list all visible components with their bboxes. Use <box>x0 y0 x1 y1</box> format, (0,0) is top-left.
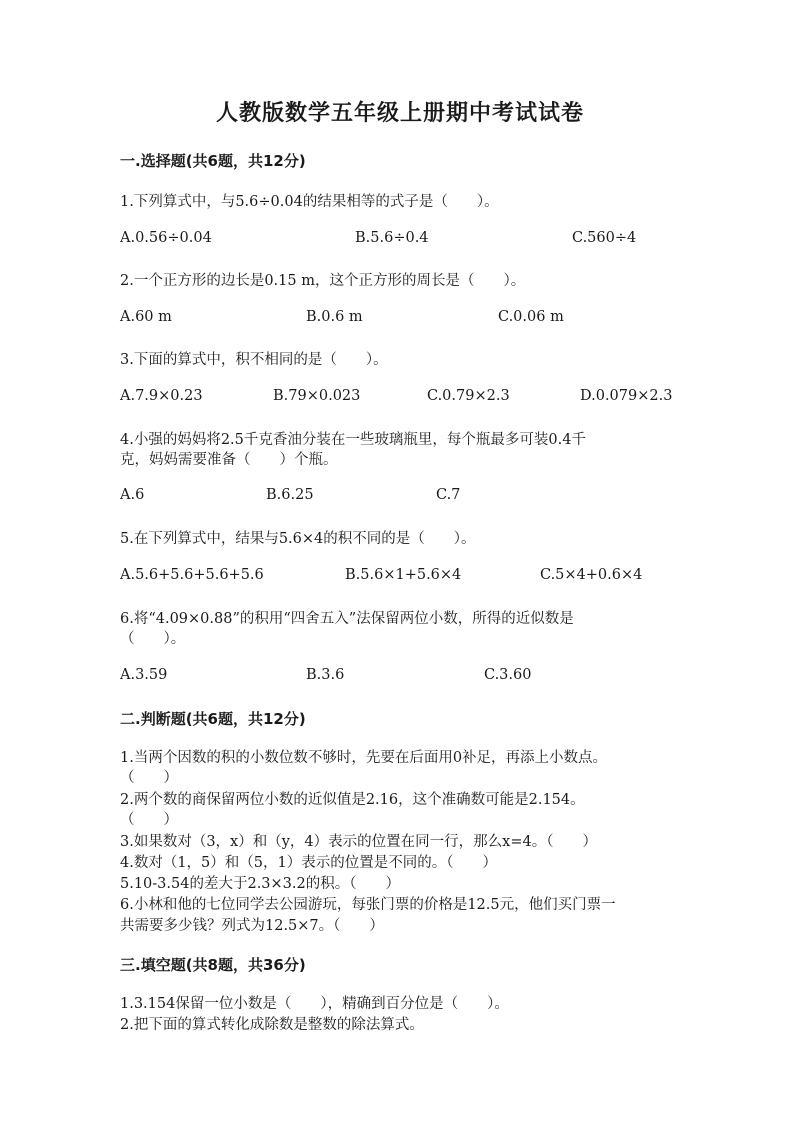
option-a: A.60 m <box>120 309 172 325</box>
judge-line: （ ） <box>120 770 178 786</box>
question-text-continued: （ ）。 <box>120 631 186 647</box>
judge-line: 1.当两个因数的积的小数位数不够时，先要在后面用0补足，再添上小数点。 <box>120 750 608 766</box>
option-c: C.0.79×2.3 <box>427 388 510 404</box>
option-a: A.0.56÷0.04 <box>120 230 212 246</box>
section-heading-fill: 三.填空题(共8题，共36分) <box>120 956 306 974</box>
judge-line: 共需要多少钱？列式为12.5×7。（ ） <box>120 918 384 934</box>
fill-line: 1.3.154保留一位小数是（ ），精确到百分位是（ ）。 <box>120 996 509 1012</box>
section-heading-choice: 一.选择题(共6题，共12分) <box>120 152 306 170</box>
option-c: C.3.60 <box>484 667 532 683</box>
option-b: B.0.6 m <box>306 309 363 325</box>
option-a: A.6 <box>120 487 145 503</box>
question-text: 6.将“4.09×0.88”的积用“四舍五入”法保留两位小数，所得的近似数是 <box>120 611 574 627</box>
judge-line: 6.小林和他的七位同学去公园游玩，每张门票的价格是12.5元，他们买门票一 <box>120 897 616 913</box>
option-b: B.3.6 <box>306 667 345 683</box>
fill-line: 2.把下面的算式转化成除数是整数的除法算式。 <box>120 1017 424 1033</box>
option-a: A.7.9×0.23 <box>120 388 203 404</box>
question-text: 5.在下列算式中，结果与5.6×4的积不同的是（ ）。 <box>120 531 476 547</box>
option-c: C.560÷4 <box>572 230 637 246</box>
question-text: 1.下列算式中，与5.6÷0.04的结果相等的式子是（ ）。 <box>120 194 499 210</box>
judge-line: （ ） <box>120 812 178 828</box>
option-c: C.5×4+0.6×4 <box>540 567 643 583</box>
judge-line: 5.10-3.54的差大于2.3×3.2的积。（ ） <box>120 876 400 892</box>
question-text: 4.小强的妈妈将2.5千克香油分装在一些玻璃瓶里，每个瓶最多可装0.4千 <box>120 432 586 448</box>
judge-line: 4.数对（1，5）和（5，1）表示的位置是不同的。（ ） <box>120 855 497 871</box>
judge-line: 2.两个数的商保留两位小数的近似值是2.16，这个准确数可能是2.154。 <box>120 792 585 808</box>
option-c: C.0.06 m <box>498 309 564 325</box>
option-a: A.5.6+5.6+5.6+5.6 <box>120 567 264 583</box>
option-a: A.3.59 <box>120 667 168 683</box>
section-heading-judge: 二.判断题(共6题，共12分) <box>120 710 306 728</box>
question-text: 3.下面的算式中，积不相同的是（ ）。 <box>120 352 388 368</box>
option-b: B.79×0.023 <box>273 388 361 404</box>
question-text-continued: 克，妈妈需要准备（ ）个瓶。 <box>120 452 338 468</box>
option-b: B.5.6×1+5.6×4 <box>345 567 462 583</box>
option-c: C.7 <box>436 487 461 503</box>
judge-line: 3.如果数对（3，x）和（y，4）表示的位置在同一行，那么x=4。（ ） <box>120 834 597 850</box>
option-b: B.5.6÷0.4 <box>355 230 429 246</box>
question-text: 2.一个正方形的边长是0.15 m，这个正方形的周长是（ ）。 <box>120 273 526 289</box>
page-title: 人教版数学五年级上册期中考试试卷 <box>215 101 584 126</box>
option-d: D.0.079×2.3 <box>580 388 673 404</box>
option-b: B.6.25 <box>266 487 314 503</box>
